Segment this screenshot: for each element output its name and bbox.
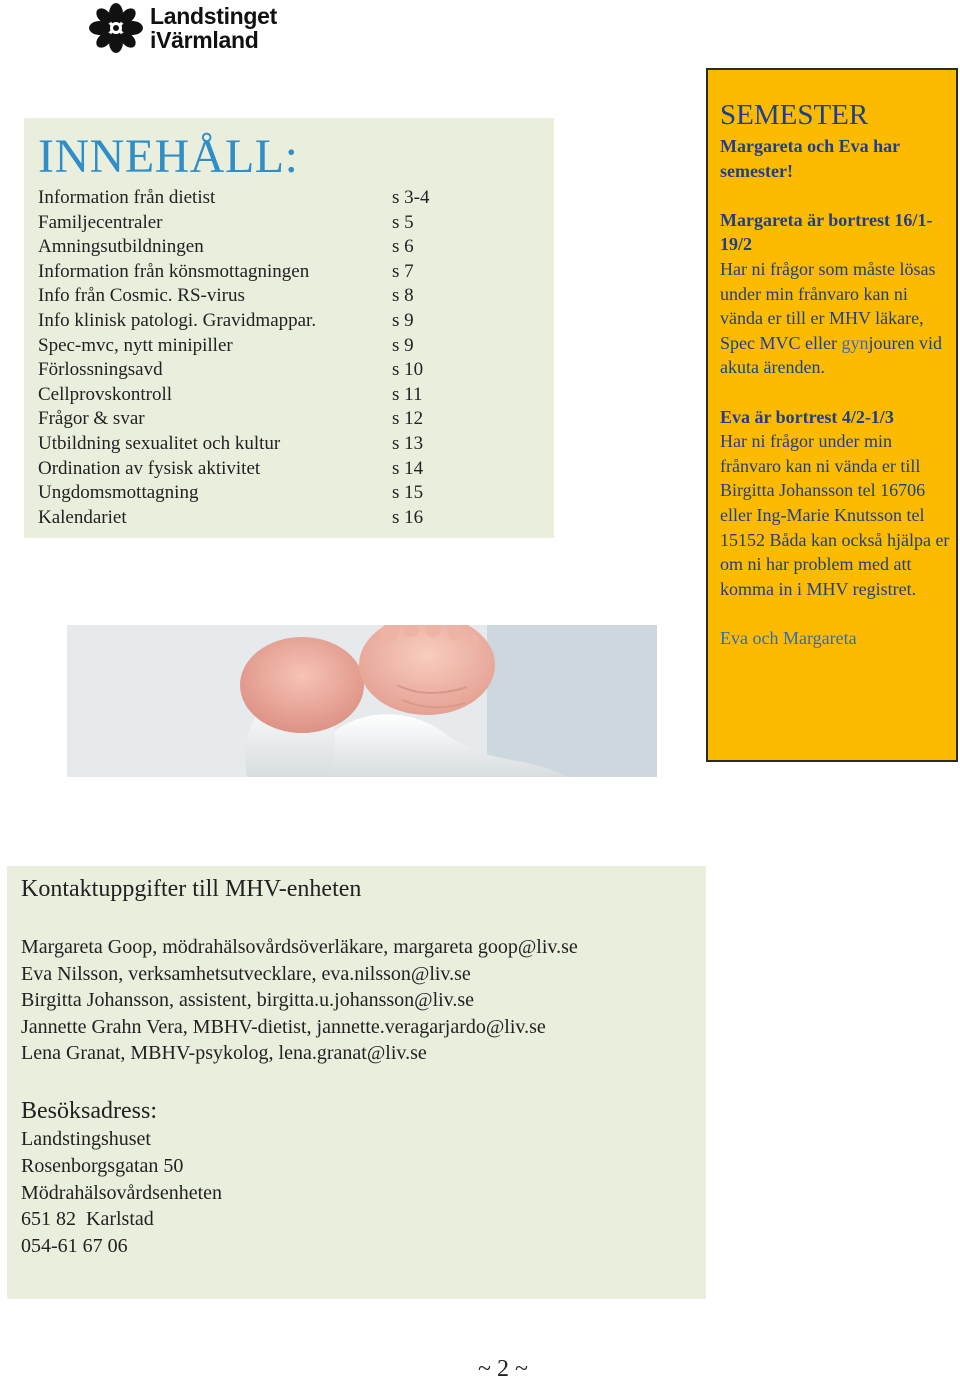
toc-item-page: s 7 [392,260,414,282]
toc-item [38,358,538,383]
toc-item [38,457,538,482]
toc-title: INNEHÅLL: [38,130,299,183]
baby-feet-illustration [67,625,657,777]
toc-item [38,334,538,359]
eva-heading: Eva är bortrest 4/2-1/3 [720,406,894,427]
baby-feet-photo [67,625,657,777]
toc-item-title: Amningsutbildningen [38,236,204,258]
logo-line-1: Landstinget [150,3,278,29]
toc-item-title: Information från könsmottagningen [38,260,310,282]
toc-item-title: Cellprovskontroll [38,383,173,405]
visit-address-title: Besöksadress: [21,1098,157,1124]
toc-item-page: s 9 [392,334,414,356]
toc-item-page: s 9 [392,309,414,331]
logo-text [150,4,277,52]
margareta-text-highlight: gyn [841,332,869,353]
toc-item [38,481,538,506]
toc-item-page: s 8 [392,285,414,307]
toc-item-page: s 12 [392,408,424,430]
toc-item-page: s 3-4 [392,187,430,208]
table-of-contents [24,118,554,538]
toc-item-page: s 5 [392,211,414,233]
margareta-text [720,257,950,380]
margareta-text-part-1: Har ni frågor som måste lösas under min frånvaro kan ni vända er till er MHV läkare, Spec MVC eller [720,258,936,353]
semester-intro: Margareta och Eva har semester! [720,136,900,181]
toc-item-title: Kalendariet [38,506,127,528]
semester-signature: Eva och Margareta [720,627,857,648]
toc-item-title: Utbildning sexualitet och kultur [38,432,281,454]
toc-item [38,235,538,260]
toc-item-page: s 13 [392,432,424,454]
toc-item-title: Info klinisk patologi. Gravidmappar. [38,309,317,331]
toc-item [38,432,538,457]
toc-item-page: s 15 [392,482,424,504]
margareta-heading: Margareta är bortrest 16/1-19/2 [720,209,933,255]
landsting-logo [88,0,298,56]
contact-person: Eva Nilsson, verksamhetsutvecklare, eva.nilsson@liv.se [21,962,471,985]
toc-item [38,506,538,531]
toc-item-title: Ungdomsmottagning [38,482,199,504]
contact-list [21,934,578,1067]
toc-item-title: Ordination av fysisk aktivitet [38,457,261,479]
address-line: 054-61 67 06 [21,1235,128,1258]
toc-item [38,211,538,236]
toc-item [38,309,538,334]
toc-item-title: Info från Cosmic. RS-virus [38,285,245,307]
visit-address [21,1126,222,1260]
address-line: 651 82 Karlstad [21,1208,154,1231]
logo-line-2: iVärmland [150,27,259,53]
page-number: ~ 2 ~ [478,1356,528,1382]
toc-list [38,186,538,530]
contact-person: Margareta Goop, mödrahälsovårdsöverläkare, margareta goop@liv.se [21,936,578,958]
toc-item-page: s 6 [392,236,414,258]
contact-person: Birgitta Johansson, assistent, birgitta.u.johansson@liv.se [21,989,475,1012]
toc-item-title: Frågor & svar [38,408,145,430]
toc-item-title: Spec-mvc, nytt minipiller [38,334,233,356]
semester-body [720,134,950,650]
semester-notice [706,68,958,762]
toc-item-page: s 11 [392,383,423,405]
toc-item-page: s 10 [392,359,424,381]
address-line: Rosenborgsgatan 50 [21,1154,184,1177]
address-line: Mödrahälsovårdsenheten [21,1181,223,1204]
contact-person: Lena Granat, MBHV-psykolog, lena.granat@liv.se [21,1042,427,1065]
toc-item [38,284,538,309]
toc-item [38,407,538,432]
toc-item-title: Familjecentraler [38,211,163,233]
toc-item-page: s 14 [392,457,424,479]
toc-item [38,260,538,285]
contact-person: Jannette Grahn Vera, MBHV-dietist, jannette.veragarjardo@liv.se [21,1015,546,1038]
toc-item [38,186,538,211]
toc-item-title: Information från dietist [38,187,216,208]
address-line: Landstingshuset [21,1128,151,1150]
contact-title: Kontaktuppgifter till MHV-enheten [21,876,362,902]
toc-item-page: s 16 [392,506,424,528]
margareta-text-part-2: jouren vid akuta ärenden. [720,332,942,378]
semester-title: SEMESTER [720,99,869,131]
landsting-flower-logo-icon [88,2,144,54]
eva-text: Har ni frågor under min frånvaro kan ni vända er till Birgitta Johansson tel 16706 eller Ing-Marie Knutsson tel 15152 Båda kan också hjälpa er om ni har problem med att komma in i MHV registret. [720,431,950,599]
contact-section [7,866,706,1299]
toc-item-title: Förlossningsavd [38,359,163,381]
toc-item [38,383,538,408]
